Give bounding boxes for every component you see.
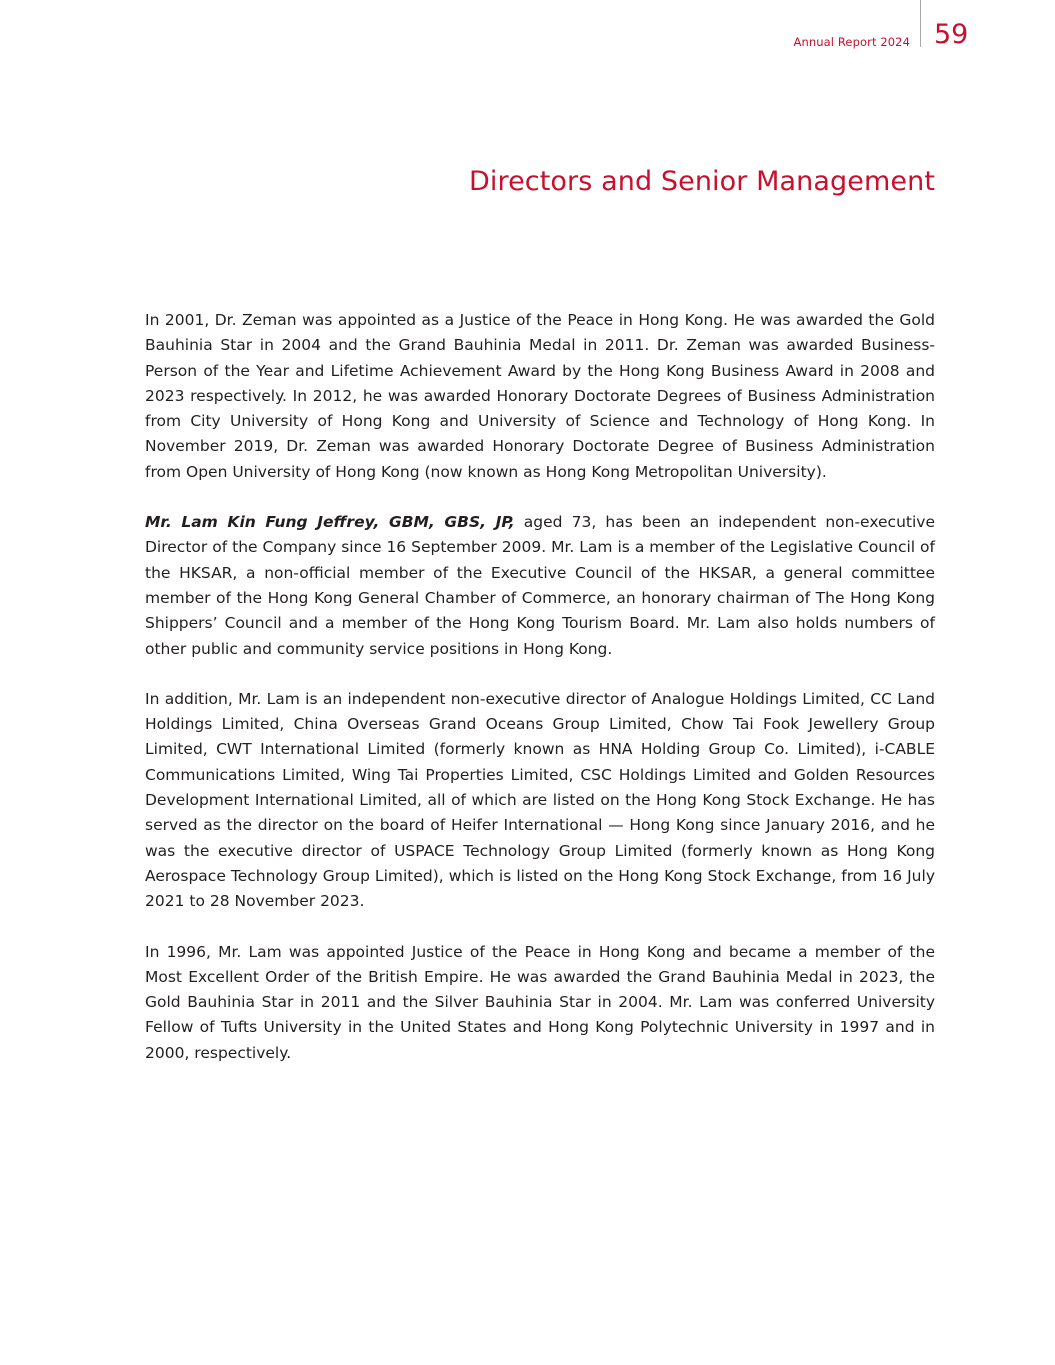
- page-number: 59: [934, 19, 969, 50]
- report-label: Annual Report 2024: [793, 35, 910, 49]
- paragraph-text: In 1996, Mr. Lam was appointed Justice of the Peace in Hong Kong and became a member of the Most Excellent Order of the British Empire. He was awarded the Grand Bauhinia Medal in 2023, the Gold Bauhinia Star in 2011 and the Silver Bauhinia Star in 2004. Mr. Lam was conferred University Fellow of Tufts University in the United States and Hong Kong Polytechnic University in 1997 and in 2000, respectively.: [145, 942, 935, 1062]
- page-title: Directors and Senior Management: [468, 166, 935, 197]
- paragraph-text: In 2001, Dr. Zeman was appointed as a Justice of the Peace in Hong Kong. He was awarded the Gold Bauhinia Star in 2004 and the Grand Bauhinia Medal in 2011. Dr. Zeman was awarded Business-Person of the Year and Lifetime Achievement Award by the Hong Kong Business Award in 2008 and 2023 respectively. In 2012, he was awarded Honorary Doctorate Degrees of Business Administration from City University of Hong Kong and University of Science and Technology of Hong Kong. In November 2019, Dr. Zeman was awarded Honorary Doctorate Degree of Business Administration from Open University of Hong Kong (now known as Hong Kong Metropolitan University).: [145, 311, 935, 481]
- header-divider: [920, 0, 921, 47]
- paragraph-zeman-honours: [145, 308, 935, 485]
- body-content: [145, 308, 935, 1091]
- paragraph-text: In addition, Mr. Lam is an independent non-executive director of Analogue Holdings Limited, CC Land Holdings Limited, China Overseas Grand Oceans Group Limited, Chow Tai Fook Jewellery Group Limited, CWT International Limited (formerly known as HNA Holding Group Co. Limited), i-CABLE Communications Limited, Wing Tai Properties Limited, CSC Holdings Limited and Golden Resources Development International Limited, all of which are listed on the Hong Kong Stock Exchange. He has served as the director on the board of Heifer International — Hong Kong since January 2016, and he was the executive director of USPACE Technology Group Limited (formerly known as Hong Kong Aerospace Technology Group Limited), which is listed on the Hong Kong Stock Exchange, from 16 July 2021 to 28 November 2023.: [145, 689, 935, 911]
- page-header: [0, 0, 1055, 60]
- paragraph-lam-honours: [145, 940, 935, 1066]
- paragraph-lam-directorships: [145, 687, 935, 915]
- paragraph-text: aged 73, has been an independent non-executive Director of the Company since 16 September 2009. Mr. Lam is a member of the Legislative Council of the HKSAR, a non-official member of the Executive Council of the HKSAR, a general committee member of the Hong Kong General Chamber of Commerce, an honorary chairman of The Hong Kong Shippers’ Council and a member of the Hong Kong Tourism Board. Mr. Lam also holds numbers of other public and community service positions in Hong Kong.: [145, 513, 935, 658]
- paragraph-lam-profile: [145, 510, 935, 662]
- director-name: Mr. Lam Kin Fung Jeffrey, GBM, GBS, JP,: [145, 513, 515, 532]
